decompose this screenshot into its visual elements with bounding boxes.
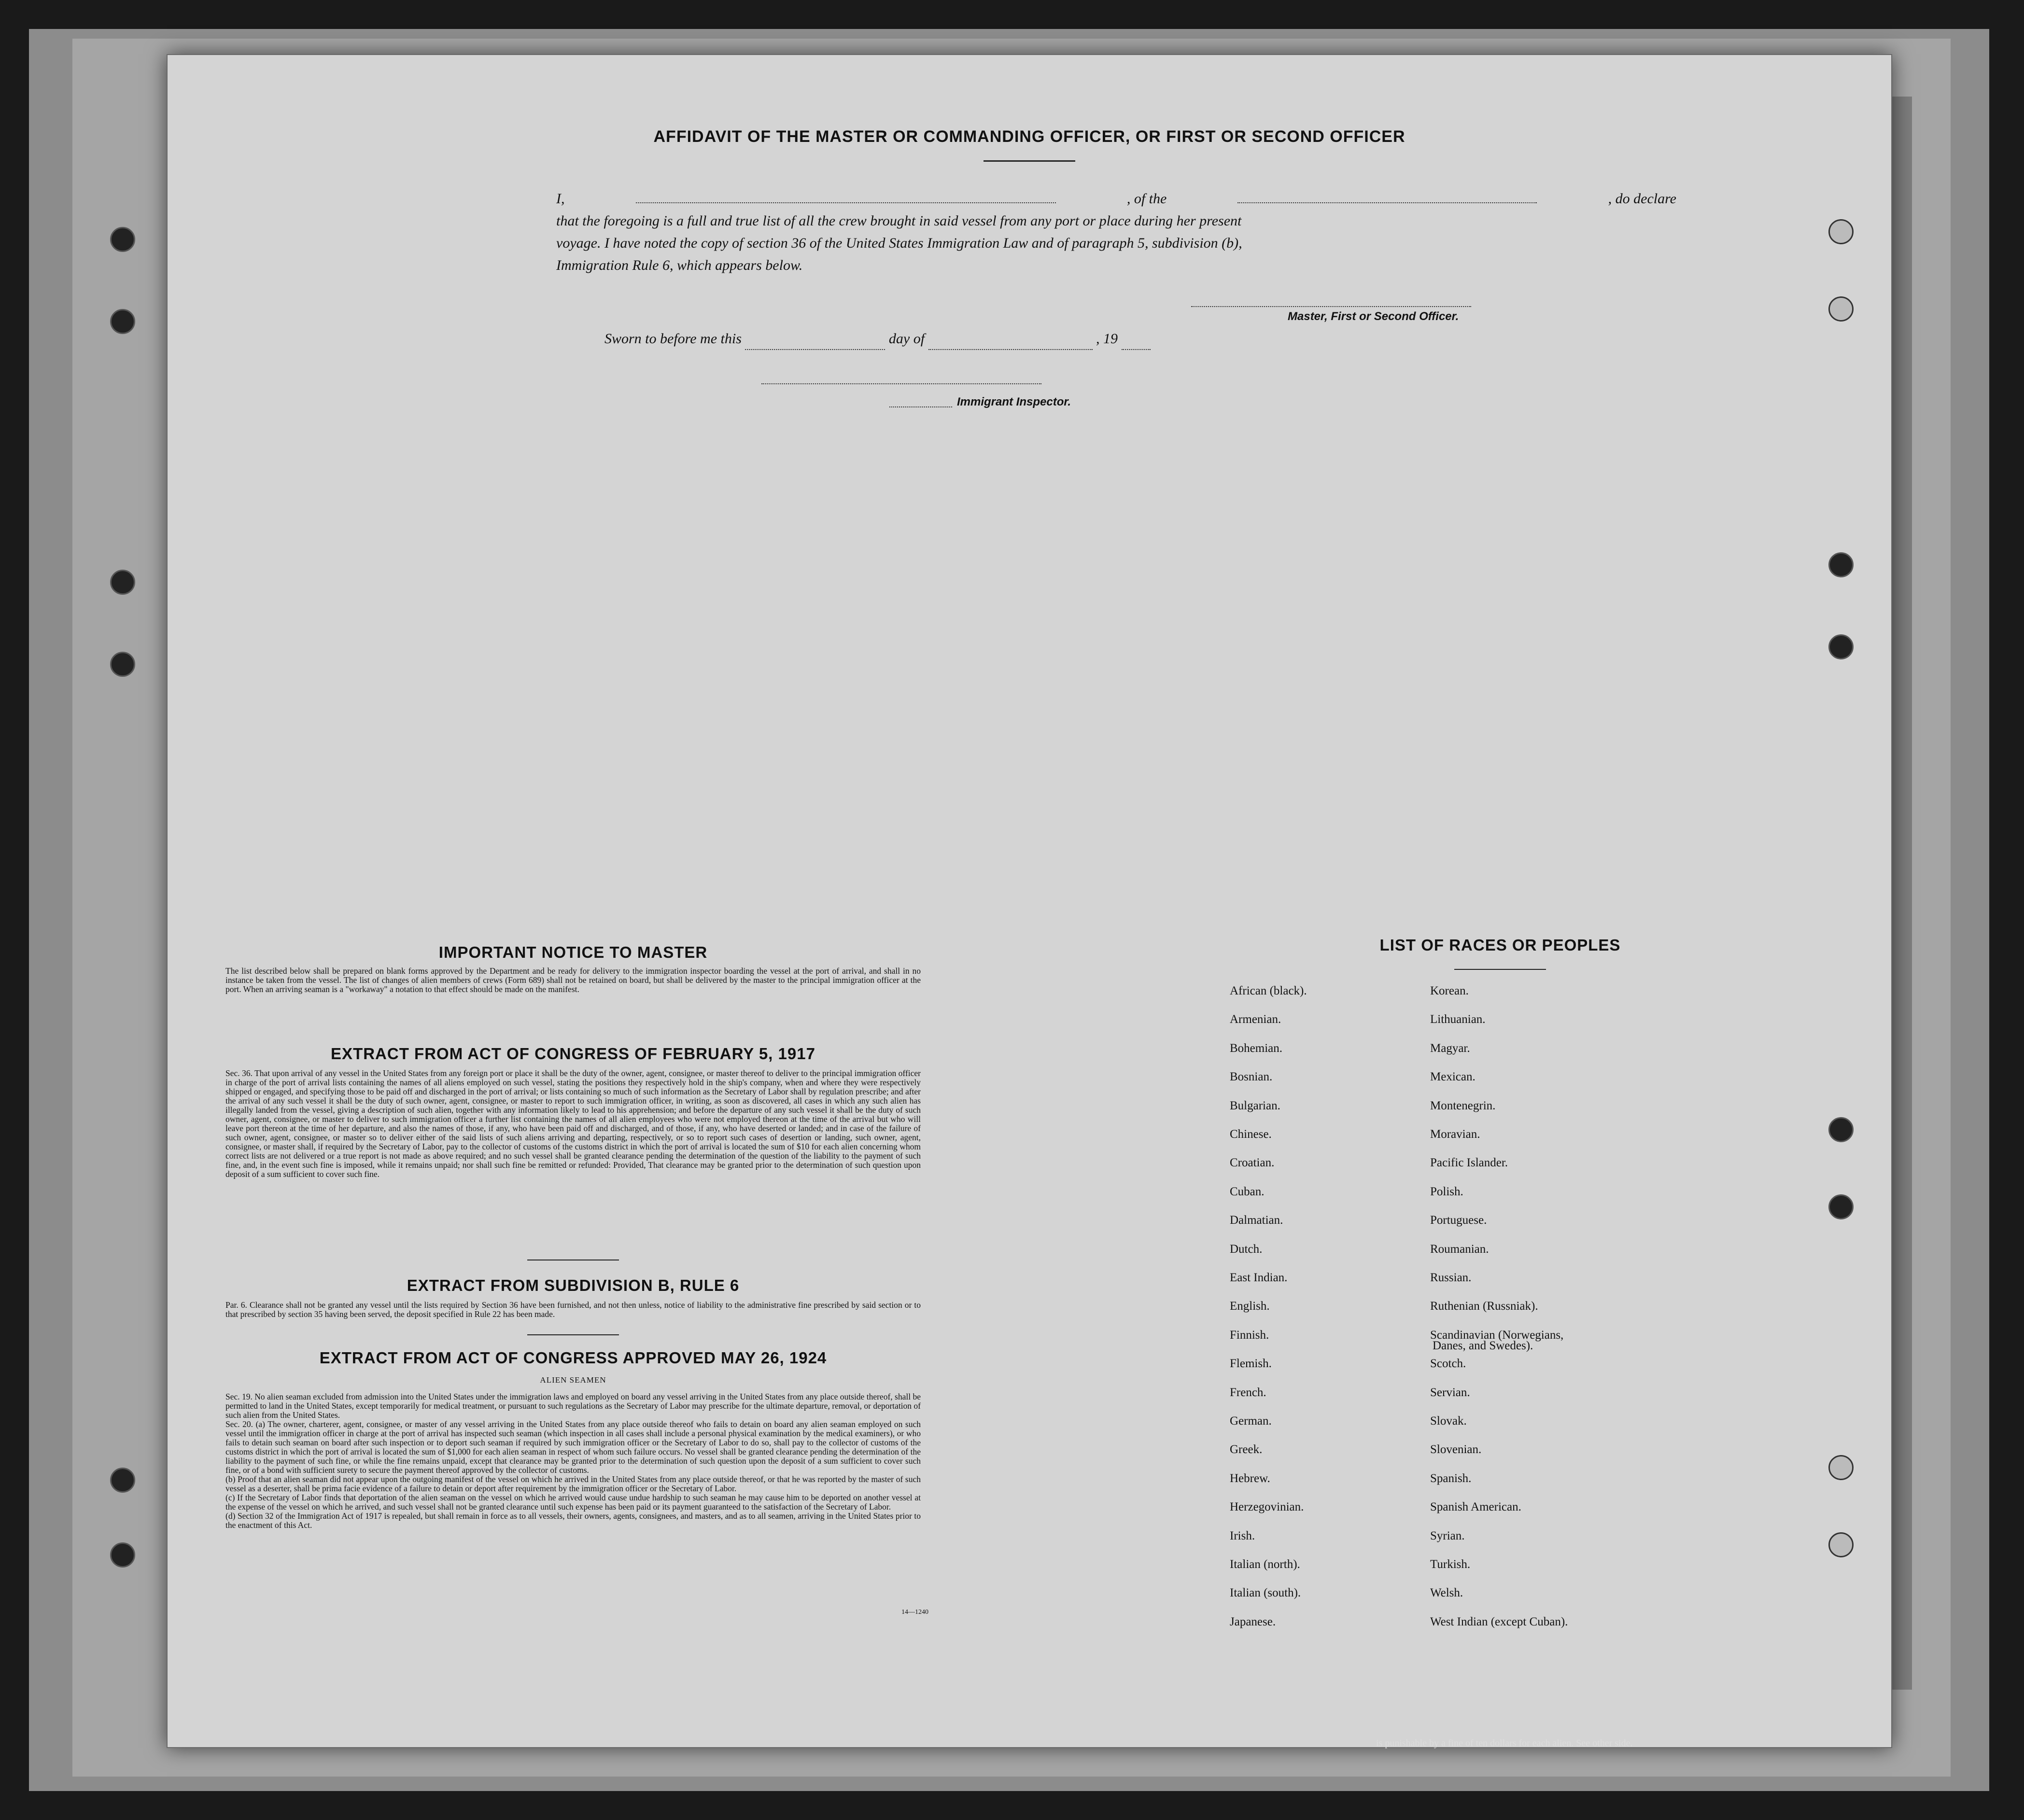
race-item: Cuban. bbox=[1230, 1185, 1265, 1198]
inspector-dots bbox=[889, 406, 952, 407]
race-item: Syrian. bbox=[1430, 1529, 1465, 1542]
race-item: Moravian. bbox=[1430, 1128, 1480, 1141]
race-item: African (black). bbox=[1230, 984, 1307, 997]
race-item: Scotch. bbox=[1430, 1357, 1466, 1371]
master-signature-label: Master, First or Second Officer. bbox=[1288, 310, 1459, 323]
race-item: French. bbox=[1230, 1386, 1266, 1399]
sworn-month-blank bbox=[928, 336, 1093, 350]
extract-1924-title: EXTRACT FROM ACT OF CONGRESS APPROVED MAY 26, 1924 bbox=[319, 1349, 827, 1367]
race-item: Armenian. bbox=[1230, 1013, 1281, 1026]
punch-hole-icon bbox=[1828, 1117, 1854, 1142]
inspector-label: Immigrant Inspector. bbox=[957, 395, 1071, 408]
race-item: Roumanian. bbox=[1430, 1242, 1489, 1256]
punch-hole-icon bbox=[1828, 1532, 1854, 1557]
affidavit-declaration bbox=[556, 188, 1676, 277]
sworn-year-blank bbox=[1122, 336, 1151, 350]
punch-hole-icon bbox=[1828, 1455, 1854, 1480]
manifest-page bbox=[167, 54, 1892, 1748]
punch-hole-icon bbox=[1828, 634, 1854, 659]
race-item: Danes, and Swedes). bbox=[1433, 1339, 1533, 1352]
binder-hole-icon bbox=[110, 1468, 135, 1493]
punch-hole-icon bbox=[1828, 1194, 1854, 1219]
affidavit-do-declare: , do declare bbox=[1608, 191, 1676, 207]
race-item: Russian. bbox=[1430, 1271, 1472, 1284]
race-item: Bulgarian. bbox=[1230, 1099, 1280, 1112]
affidavit-line-4: Immigration Rule 6, which appears below. bbox=[556, 257, 803, 273]
races-divider bbox=[1454, 969, 1546, 970]
binder-hole-icon bbox=[110, 570, 135, 595]
race-item: German. bbox=[1230, 1414, 1272, 1428]
race-item: Dalmatian. bbox=[1230, 1214, 1283, 1227]
alien-seamen-subtitle: ALIEN SEAMEN bbox=[540, 1375, 606, 1385]
race-item: Montenegrin. bbox=[1430, 1099, 1496, 1112]
affidavit-line-3: voyage. I have noted the copy of section 36 of the United States Immigration Law and of paragraph 5, subdivision (b), bbox=[556, 235, 1242, 251]
extract-1917-title: EXTRACT FROM ACT OF CONGRESS OF FEBRUARY 5, 1917 bbox=[331, 1045, 815, 1063]
notice-body: The list described below shall be prepared on blank forms approved by the Department and be ready for delivery to the immigration inspector boarding the vessel at the port of arrival, and shall in no instance be taken from the vessel. The list of changes of alien members of crews (Form 689) shall not be retained on board, but shall be delivered by the master to the principal immigration officer at the port. When an arriving seaman is a "workaway" a notation to that effect should be made on the manifest. bbox=[225, 966, 921, 994]
punch-hole-icon bbox=[1828, 552, 1854, 577]
sec-20b: (b) Proof that an alien seaman did not appear upon the outgoing manifest of the vessel on which he arrived in the United States from any place outside thereof, or that he was reported by the master of such vessel as a deserter, shall be prima facie evidence of a failure to detain or deport after requirement by the immigration officer or the Secretary of Labor. bbox=[225, 1474, 921, 1493]
races-title: LIST OF RACES OR PEOPLES bbox=[1379, 936, 1621, 954]
extract-1924-body bbox=[225, 1392, 921, 1530]
race-item: Pacific Islander. bbox=[1430, 1156, 1508, 1170]
punch-hole-icon bbox=[1828, 296, 1854, 322]
extract-rule6-title: EXTRACT FROM SUBDIVISION B, RULE 6 bbox=[407, 1276, 740, 1294]
race-item: Bosnian. bbox=[1230, 1070, 1273, 1084]
sworn-day-of: day of bbox=[888, 331, 925, 347]
race-item: East Indian. bbox=[1230, 1271, 1288, 1284]
binder-hole-icon bbox=[110, 309, 135, 334]
sec-20d: (d) Section 32 of the Immigration Act of 1917 is repealed, but shall remain in force as to all vessels, their owners, agents, consignees, and masters, and as to all seamen, arriving in the United States prior to the enactment of this Act. bbox=[225, 1511, 921, 1530]
race-item: Portuguese. bbox=[1430, 1214, 1487, 1227]
binder-hole-icon bbox=[110, 652, 135, 677]
race-item: Italian (north). bbox=[1230, 1558, 1300, 1571]
sec-19: Sec. 19. No alien seaman excluded from admission into the United States under the immigration laws and employed on board any vessel arriving in the United States from any place outside thereof, shall be permitted to land in the United States, except temporarily for medical treatment, or pursuant to such regulations as the Secretary of Labor may prescribe for the ultimate departure, removal, or deportation of such alien from the United States. bbox=[225, 1392, 921, 1420]
master-signature-line bbox=[1191, 306, 1471, 307]
race-item: Chinese. bbox=[1230, 1128, 1272, 1141]
binder-hole-icon bbox=[110, 227, 135, 252]
race-item: Greek. bbox=[1230, 1443, 1263, 1456]
binder-hole-icon bbox=[110, 1542, 135, 1568]
sworn-before: Sworn to before me this bbox=[604, 331, 742, 347]
race-item: Magyar. bbox=[1430, 1041, 1470, 1055]
extract-rule6-body: Par. 6. Clearance shall not be granted any vessel until the lists required by Section 36 have been furnished, and not then unless, notice of liability to the administrative fine prescribed by said section or to that prescribed by section 35 having been served, the deposit specified in Rule 22 has been made. bbox=[225, 1300, 921, 1319]
inspector-signature-line bbox=[761, 383, 1041, 384]
sec-20a: Sec. 20. (a) The owner, charterer, agent, consignee, or master of any vessel arriving in the United States from any place outside thereof who fails to detain on board any alien seaman employed on such vessel until the immigration officer in charge at the port of arrival has inspected such seaman (which inspection in all cases shall include a personal physical examination by the medical examiners), or who fails to detain such seaman on board after such inspection or to deport such seaman if required by such immigration officer or the Secretary of Labor to do so, shall pay to the collector of customs of the customs district in which the port of arrival is located the sum of $1,000 for each alien seaman in respect of whom such failure occurs. No vessel shall be granted clearance pending the determination of the liability to the payment of such fine, or while the fine remains unpaid, except that clearance may be granted prior to the determination of such question upon the deposit of a sum sufficient to cover such fine, or of a bond with sufficient surety to secure the payment thereof approved by the collector of customs. bbox=[225, 1419, 921, 1475]
race-item: Hebrew. bbox=[1230, 1471, 1270, 1485]
affidavit-line-2: that the foregoing is a full and true list of all the crew brought in said vessel from any port or place during her present bbox=[556, 213, 1242, 229]
affidavit-i: I, bbox=[556, 191, 565, 207]
extract-1917-body: Sec. 36. That upon arrival of any vessel in the United States from any foreign port or place it shall be the duty of the owner, agent, consignee, or master thereof to deliver to the principal immigration officer in charge of the port of arrival lists containing the names of all aliens employed on such vessel, stating the positions they respectively hold in the ship's company, when and where they were respectively shipped or engaged, and specifying those to be paid off and discharged in the port of arrival; or lists containing so much of such information as the Secretary of Labor shall by regulation prescribe; and after the arrival of any such vessel it shall be the duty of such owner, agent, consignee, or master to report to such immigration officer, in writing, as soon as discovered, all cases in which any such alien has illegally landed from the vessel, giving a description of such alien, together with any information likely to lead to his apprehension; and before the departure of any such vessel it shall be the duty of such owner, agent, consignee, or master to deliver to such immigration officer a further list containing the names of all alien employees who were not employed thereon at the time of the arrival but who will leave port thereon at the time of her departure, and also the names of those, if any, who have been paid off and discharged, and of those, if any, who have deserted or landed; and in case of the failure of such owner, agent, consignee, or master so to deliver either of the said lists of such aliens arriving and departing, respectively, or so to report such cases of desertion or landing, such owner, agent, consignee, or master shall, if required by the Secretary of Labor, pay to the collector of customs of the customs district in which the port of arrival is located the sum of $10 for each alien concerning whom correct lists are not delivered or a true report is not made as above required; and no such vessel shall be granted clearance pending the determination of the question of the liability to the payment of such fine, and, in the event such fine is imposed, while it remains unpaid; nor shall such fine be remitted or refunded: Provided, That clearance may be granted prior to the determination of such question upon deposit of a sum sufficient to cover such fine. bbox=[225, 1068, 921, 1179]
race-item: Irish. bbox=[1230, 1529, 1255, 1542]
race-item: Turkish. bbox=[1430, 1558, 1471, 1571]
race-item: Korean. bbox=[1430, 984, 1469, 997]
name-blank bbox=[636, 190, 1056, 203]
race-item: Croatian. bbox=[1230, 1156, 1275, 1170]
race-item: English. bbox=[1230, 1300, 1270, 1313]
race-item: Herzegovinian. bbox=[1230, 1500, 1304, 1514]
race-item: Bohemian. bbox=[1230, 1041, 1283, 1055]
sworn-day-blank bbox=[745, 336, 885, 350]
affidavit-of-the: , of the bbox=[1126, 191, 1167, 207]
race-item: Slovak. bbox=[1430, 1414, 1467, 1428]
race-item: Lithuanian. bbox=[1430, 1013, 1486, 1026]
punch-hole-icon bbox=[1828, 219, 1854, 244]
title-divider bbox=[984, 160, 1075, 162]
sworn-line bbox=[604, 328, 1151, 350]
affidavit-title: AFFIDAVIT OF THE MASTER OR COMMANDING OFFICER, OR FIRST OR SECOND OFFICER bbox=[653, 127, 1406, 146]
form-number: 14—1240 bbox=[901, 1609, 928, 1616]
race-item: Polish. bbox=[1430, 1185, 1463, 1198]
race-item: Welsh. bbox=[1430, 1586, 1463, 1600]
sec-20c: (c) If the Secretary of Labor finds that deportation of the alien seaman on the vessel on which he arrived would cause undue hardship to such seaman he may cause him to be deported on another vessel at the expense of the vessel on which he arrived, and such vessel shall not be granted clearance until such expense has been paid or its payment guaranteed to the satisfaction of the Secretary of Labor. bbox=[225, 1493, 921, 1512]
race-item: Italian (south). bbox=[1230, 1586, 1301, 1600]
notice-title: IMPORTANT NOTICE TO MASTER bbox=[438, 943, 708, 961]
race-item: Spanish American. bbox=[1430, 1500, 1521, 1514]
race-item: Spanish. bbox=[1430, 1471, 1472, 1485]
section-divider bbox=[527, 1334, 619, 1335]
race-item: Japanese. bbox=[1230, 1615, 1276, 1628]
sworn-year: , 19 bbox=[1096, 331, 1118, 347]
race-item: Servian. bbox=[1430, 1386, 1470, 1399]
underlying-page-fragment: is punishable by a fine of ten dollars for each alien. See other side. bbox=[1376, 1738, 1633, 1749]
race-item: Finnish. bbox=[1230, 1328, 1269, 1342]
race-item: Scandinavian (Norwegians, bbox=[1430, 1328, 1564, 1342]
race-item: Flemish. bbox=[1230, 1357, 1272, 1371]
race-item: Slovenian. bbox=[1430, 1443, 1482, 1456]
race-item: West Indian (except Cuban). bbox=[1430, 1615, 1568, 1628]
race-item: Mexican. bbox=[1430, 1070, 1476, 1084]
vessel-blank bbox=[1237, 190, 1537, 203]
race-item: Dutch. bbox=[1230, 1242, 1263, 1256]
race-item: Ruthenian (Russniak). bbox=[1430, 1300, 1538, 1313]
